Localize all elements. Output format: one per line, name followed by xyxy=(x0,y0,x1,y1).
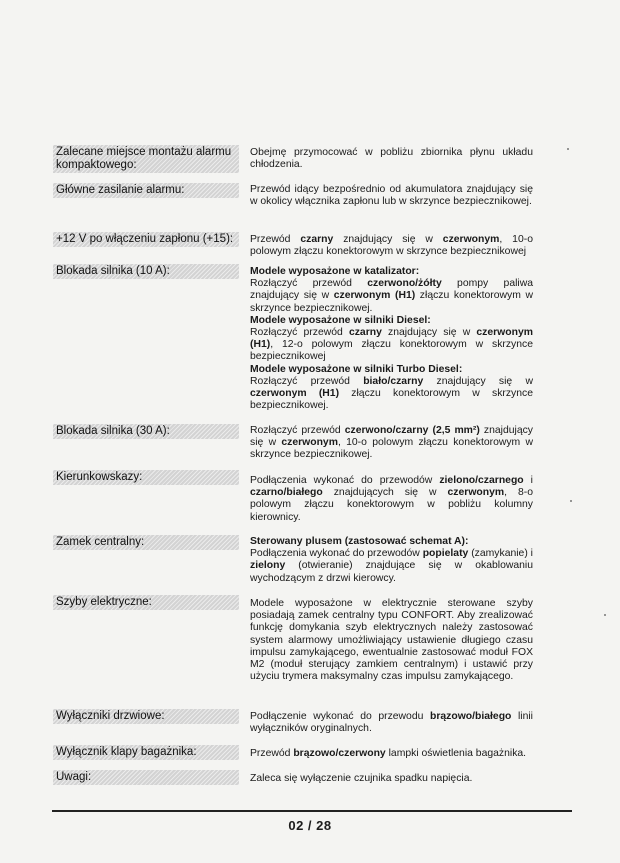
label-power-windows: Szyby elektryczne: xyxy=(53,595,239,610)
desc-text: Modele wyposażone w elektrycznie sterowane szyby posiadają zamek centralny typu CONFORT. Aby zrealizować funkcję domykania szyb elektrycznych należy zastosować system alarmowy umożliwiający ustawienie długiego czasu impulsu zamykającego, ewentualnie zastosować moduł FOX M2 (moduł sterujący zamkiem centralnym) i ustawić przy użyciu trymera maksymalny czas impulsu zamykającego. xyxy=(250,598,533,683)
desc-text: , 10-o polowym złączu konektorowym w skrzynce bezpiecznikowej xyxy=(250,234,533,258)
desc-text: zielony xyxy=(250,560,286,572)
desc-engine-block-10a xyxy=(250,266,533,412)
page-number: 02 / 28 xyxy=(288,818,332,833)
scan-speck xyxy=(604,614,606,616)
desc-text: Podłączenia wykonać do przewodów xyxy=(250,548,423,560)
desc-text: czerwono/żółty xyxy=(367,278,442,290)
desc-text: brązowo/białego xyxy=(429,711,512,722)
desc-text: (zamykanie) i xyxy=(468,548,533,560)
desc-text: biało/czarny xyxy=(363,375,424,387)
label-mounting-location: Zalecane miejsce montażu alarmu kompaktowego: xyxy=(53,145,239,173)
label-notes: Uwagi: xyxy=(53,770,239,785)
label-central-lock: Zamek centralny: xyxy=(53,535,239,550)
desc-engine-block-30a xyxy=(250,425,533,462)
desc-text: znajdujący się w xyxy=(250,425,533,449)
desc-power-windows xyxy=(250,598,533,683)
desc-text: linii wyłączników oryginalnych. xyxy=(250,711,533,735)
desc-subheading: Sterowany plusem (zastosować schemat A): xyxy=(250,536,469,547)
desc-text: czarny xyxy=(300,234,334,245)
desc-main-power xyxy=(250,184,533,208)
desc-text: (otwieranie) znajdujące się w okablowaniu wychodzącym z drzwi kierowcy. xyxy=(250,560,533,584)
desc-text: Przewód idący bezpośrednio od akumulatora znajdujący się w okolicy włącznika zapłonu lub w skrzynce bezpiecznikowej. xyxy=(250,184,533,208)
desc-subheading: Modele wyposażone w silniki Turbo Diesel: xyxy=(250,363,463,375)
desc-text: złączu konektorowym w skrzynce bezpiecznikowej. xyxy=(250,290,533,314)
label-turn-signals: Kierunkowskazy: xyxy=(53,470,239,485)
desc-subheading: Modele wyposażone w katalizator: xyxy=(250,266,420,277)
desc-text: brązowo/czerwony xyxy=(293,748,386,759)
desc-text: czerwonym (H1) xyxy=(250,388,340,400)
desc-text: czerwonym (H1) xyxy=(333,290,416,302)
desc-text: Obejmę przymocować w pobliżu zbiornika płynu układu chłodzenia. xyxy=(250,147,533,171)
desc-text: Przewód xyxy=(250,234,301,245)
label-ignition-plus: +12 V po włączeniu zapłonu (+15): xyxy=(53,232,239,247)
desc-text: Rozłączyć przewód xyxy=(250,425,345,436)
desc-text: Przewód xyxy=(250,748,294,759)
desc-subheading: Modele wyposażone w silniki Diesel: xyxy=(250,314,431,326)
desc-mounting-location xyxy=(250,147,533,171)
desc-text: złączu konektorowym w skrzynce bezpiecznikowej. xyxy=(250,388,533,412)
desc-turn-signals xyxy=(250,475,533,524)
desc-ignition-plus xyxy=(250,234,533,258)
desc-text: czerwonym (H1) xyxy=(250,327,533,351)
desc-notes xyxy=(250,773,533,785)
desc-text: czerwono/czarny (2,5 mm²) xyxy=(344,425,480,436)
desc-text: , 12-o polowym złączu konektorowym w skrzynce bezpiecznikowej xyxy=(250,339,533,363)
desc-text: Rozłączyć przewód xyxy=(250,375,364,387)
scan-speck xyxy=(570,500,572,502)
scan-speck xyxy=(567,148,569,150)
label-main-power: Główne zasilanie alarmu: xyxy=(53,183,239,198)
desc-text: pompy paliwa znajdujący się w xyxy=(250,278,533,302)
desc-text: Podłączenia wykonać do przewodów xyxy=(250,475,440,486)
desc-text: czerwonym xyxy=(447,487,505,499)
desc-text: popielaty xyxy=(422,548,469,560)
desc-text: Rozłączyć przewód xyxy=(250,327,349,339)
desc-text: znajdujący się w xyxy=(333,234,443,245)
desc-door-switches xyxy=(250,711,533,735)
desc-text: Zaleca się wyłączenie czujnika spadku napięcia. xyxy=(250,773,473,784)
desc-text: czarno/białego xyxy=(250,487,323,499)
footer-divider xyxy=(52,810,572,812)
desc-text: lampki oświetlenia bagażnika. xyxy=(385,748,527,759)
desc-text: , 10-o polowym złączu konektorowym w skrzynce bezpiecznikowej. xyxy=(250,437,533,461)
desc-text: Rozłączyć przewód xyxy=(250,278,368,290)
desc-text: czerwonym xyxy=(442,234,500,245)
desc-text: znajdujący się w xyxy=(381,327,477,339)
desc-text: czerwonym xyxy=(281,437,338,449)
label-trunk-switch: Wyłącznik klapy bagażnika: xyxy=(53,745,239,760)
desc-text: i xyxy=(523,475,533,486)
desc-text: czarny xyxy=(348,327,382,339)
desc-text: znajdujących się w xyxy=(322,487,448,499)
desc-text: znajdujący się w xyxy=(423,375,533,387)
desc-text: Podłączenie wykonać do przewodu xyxy=(250,711,430,722)
label-door-switches: Wyłączniki drzwiowe: xyxy=(53,709,239,724)
label-engine-block-30a: Blokada silnika (30 A): xyxy=(53,424,239,439)
desc-text: , 8-o polowym złączu konektorowym w pobliżu kolumny kierownicy. xyxy=(250,487,534,523)
desc-text: zielono/czarnego xyxy=(439,475,524,486)
desc-trunk-switch xyxy=(250,748,533,760)
desc-central-lock xyxy=(250,536,533,585)
label-engine-block-10a: Blokada silnika (10 A): xyxy=(53,264,239,279)
